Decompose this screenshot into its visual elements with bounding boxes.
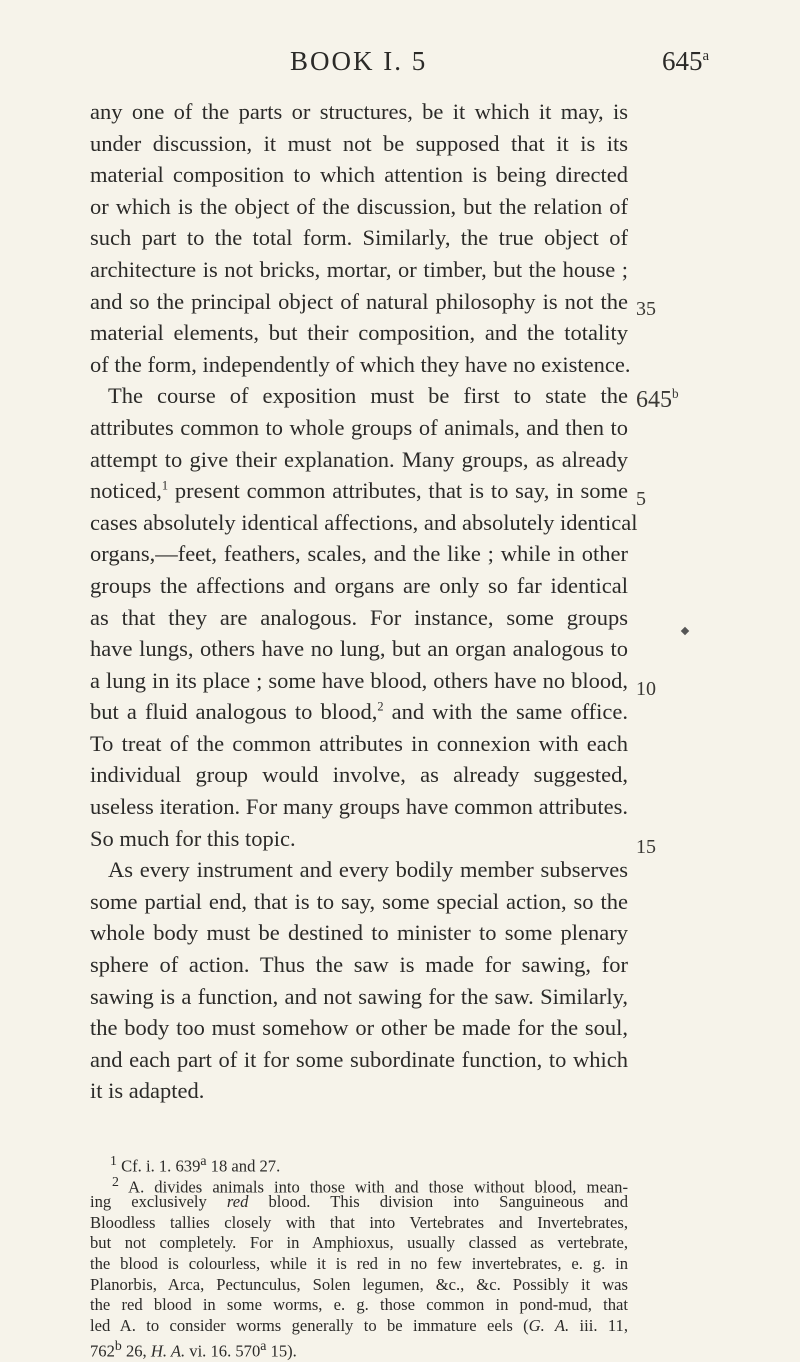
margin-line-number: 10	[636, 678, 656, 700]
margin-line-number: 35	[636, 298, 656, 320]
page-number: 645$^a$	[662, 46, 710, 76]
footnote-2-line: 762$^b$ 26, H. A. vi. 16. 570$^a$ 15).	[90, 1338, 297, 1361]
text-line: To treat of the common attributes in connexion with each	[90, 730, 628, 756]
margin-line-number: 15	[636, 836, 656, 858]
footnote-1: $^1$ Cf. i. 1. 639$^a$ 18 and 27.	[110, 1153, 281, 1176]
text-line: some partial end, that is to say, some special action, so the	[90, 888, 628, 914]
text-line: under discussion, it must not be supposed that it is its	[90, 130, 628, 156]
text-line: have lungs, others have no lung, but an organ analogous to	[90, 636, 628, 662]
text-line: or which is the object of the discussion, but the relation of	[90, 193, 628, 219]
footnote-2-line: the red blood in some worms, e. g. those common in pond-mud, that	[90, 1295, 628, 1315]
footnote-2-line: $^2$ A. divides animals into those with and those without blood, mean-	[112, 1173, 628, 1197]
text-line: such part to the total form. Similarly, the true object of	[90, 225, 628, 251]
text-line: individual group would involve, as already suggested,	[90, 762, 628, 788]
text-line: of the form, independently of which they have no existence.	[90, 351, 631, 377]
footnote-2-line: the blood is colourless, while it is red in no few invertebrates, e. g. in	[90, 1253, 628, 1273]
text-line: sphere of action. Thus the saw is made for sawing, for	[90, 952, 628, 978]
text-line: attempt to give their explanation. Many groups, as already	[90, 446, 628, 472]
text-line: As every instrument and every bodily member subserves	[108, 857, 628, 883]
text-line: material composition to which attention is being directed	[90, 162, 628, 188]
main-text	[90, 96, 638, 1107]
text-line: sawing is a function, and not sawing for the saw. Similarly,	[90, 983, 628, 1009]
text-line: architecture is not bricks, mortar, or timber, but the house ;	[90, 256, 628, 282]
margin-mark	[681, 627, 689, 635]
footnote-2-line: ing exclusively red blood. This division into Sanguineous and	[90, 1192, 628, 1212]
footnote-ref[interactable]: 1	[161, 478, 169, 493]
text-line: useless iteration. For many groups have common attributes.	[90, 794, 628, 820]
text-line: The course of exposition must be first to state the	[108, 383, 628, 409]
running-head: BOOK I. 5	[290, 46, 428, 76]
text-line: So much for this topic.	[90, 825, 296, 851]
text-line: a lung in its place ; some have blood, others have no blood,	[90, 667, 628, 693]
text-line: cases absolutely identical affections, and absolutely identical	[90, 509, 638, 535]
page-header	[0, 46, 800, 86]
text-line: noticed,$^1$ present common attributes, that is to say, in some	[90, 478, 628, 504]
footnote-2-line: Planorbis, Arca, Pectunculus, Solen legumen, &c., &c. Possibly it was	[90, 1274, 628, 1294]
text-line: it is adapted.	[90, 1078, 205, 1104]
text-line: material elements, but their composition, and the totality	[90, 320, 628, 346]
text-line: attributes common to whole groups of animals, and then to	[90, 414, 628, 440]
footnote-2-line: led A. to consider worms generally to be immature eels (G. A. iii. 11,	[90, 1315, 628, 1335]
text-line: and so the principal object of natural philosophy is not the	[90, 288, 628, 314]
footnotes	[90, 1151, 628, 1361]
text-line: any one of the parts or structures, be it which it may, is	[90, 99, 628, 124]
margin-line-number: 5	[636, 488, 646, 510]
text-line: organs,—feet, feathers, scales, and the like ; while in other	[90, 541, 628, 567]
margin-bekker-ref: 645$^b$	[636, 386, 679, 413]
text-line: the body too must somehow or other be made for the soul,	[90, 1015, 628, 1041]
text-line: groups the affections and organs are only so far identical	[90, 572, 628, 598]
text-line: whole body must be destined to minister to some plenary	[90, 920, 628, 946]
text-line: as that they are analogous. For instance, some groups	[90, 604, 628, 630]
footnote-ref[interactable]: 2	[377, 699, 384, 714]
text-line: but a fluid analogous to blood,$^2$ and with the same office.	[90, 699, 629, 725]
footnote-2-line: but not completely. For in Amphioxus, usually classed as vertebrate,	[90, 1233, 628, 1253]
footnote-2-line: Bloodless tallies closely with that into Vertebrates and Invertebrates,	[90, 1212, 628, 1232]
text-line: and each part of it for some subordinate function, to which	[90, 1046, 628, 1072]
